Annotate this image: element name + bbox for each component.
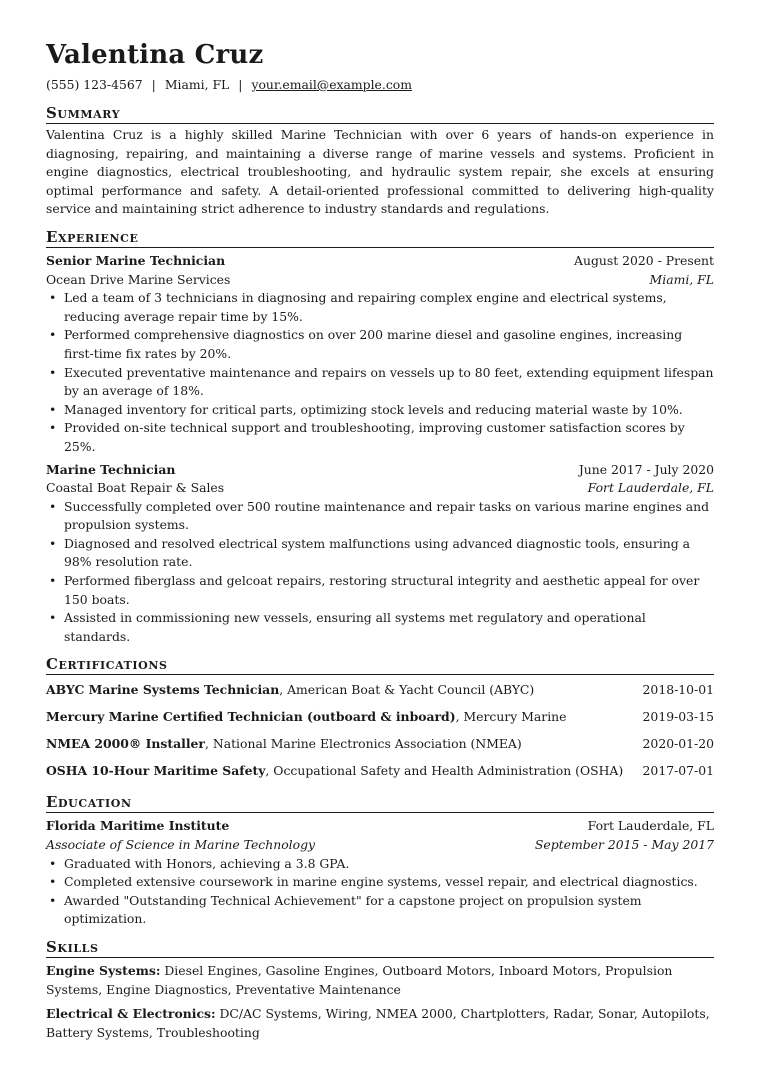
bullet-item: • Provided on-site technical support and troubleshooting, improving customer satisfaction scores by 25%. [64, 419, 714, 456]
job-entry [46, 461, 714, 647]
candidate-name: Valentina Cruz [46, 40, 264, 70]
skill-items: DC/AC Systems, Wiring, NMEA 2000, Chartplotters, Radar, Sonar, Autopilots, Battery Systems, Troubleshooting [46, 1006, 710, 1040]
school-location: Fort Lauderdale, FL [587, 818, 714, 834]
certification-item [46, 757, 714, 784]
bullet-item: • Managed inventory for critical parts, optimizing stock levels and reducing material waste by 10%. [64, 401, 714, 420]
location: Miami, FL [164, 77, 230, 92]
bullet-item: • Assisted in commissioning new vessels, ensuring all systems met regulatory and operational standards. [64, 609, 714, 646]
job-location: Miami, FL [649, 271, 714, 287]
job-title: Senior Marine Technician [46, 252, 226, 268]
skill-category: Engine Systems: [46, 963, 161, 978]
certification-name: ABYC Marine Systems Technician [46, 682, 280, 698]
resume-page [46, 0, 714, 1042]
bullet-item: • Awarded "Outstanding Technical Achievement" for a capstone project on propulsion system optimization. [64, 892, 714, 929]
certification-issuer: , American Boat & Yacht Council (ABYC) [279, 682, 535, 698]
phone: (555) 123-4567 [46, 77, 143, 92]
job-location: Fort Lauderdale, FL [587, 480, 714, 496]
certification-date: 2020-01-20 [642, 736, 714, 752]
school-name: Florida Maritime Institute [46, 818, 230, 834]
certification-date: 2018-10-01 [642, 682, 714, 698]
job-dates: August 2020 - Present [574, 252, 714, 268]
certification-issuer: , Mercury Marine [455, 709, 567, 725]
education-entry [46, 817, 714, 929]
skill-group [46, 1005, 714, 1042]
separator: | [238, 77, 243, 92]
company-name: Coastal Boat Repair & Sales [46, 480, 225, 496]
certification-item [46, 703, 714, 730]
skill-category: Electrical & Electronics: [46, 1006, 216, 1022]
bullet-item: • Performed comprehensive diagnostics on over 200 marine diesel and gasoline engines, increasing first-time fix rates by 20%. [64, 326, 714, 363]
job-bullets [46, 498, 714, 647]
email-link[interactable]: your.email@example.com [251, 77, 412, 92]
certification-name: OSHA 10-Hour Maritime Safety [46, 763, 266, 779]
education-bullets [46, 855, 714, 929]
certification-list [46, 676, 714, 784]
certification-date: 2017-07-01 [642, 763, 714, 779]
contact-line [46, 75, 714, 95]
section-heading-certifications: Certifications [46, 655, 714, 675]
certification-issuer: , National Marine Electronics Association (NMEA) [204, 736, 522, 752]
skill-group [46, 962, 714, 999]
job-bullets [46, 289, 714, 456]
education-dates: September 2015 - May 2017 [534, 837, 714, 853]
job-title: Marine Technician [46, 461, 176, 477]
skill-items: Diesel Engines, Gasoline Engines, Outboard Motors, Inboard Motors, Propulsion Systems, Engine Diagnostics, Preventative Maintenance [46, 963, 673, 997]
bullet-item: • Successfully completed over 500 routine maintenance and repair tasks on various marine engines and propulsion systems. [64, 498, 714, 535]
bullet-item: • Graduated with Honors, achieving a 3.8 GPA. [64, 855, 714, 874]
separator: | [151, 77, 156, 92]
certification-item [46, 676, 714, 703]
bullet-item: • Led a team of 3 technicians in diagnosing and repairing complex engine and electrical systems, reducing average repair time by 15%. [64, 289, 714, 326]
certification-name: Mercury Marine Certified Technician (outboard & inboard) [46, 709, 456, 725]
section-heading-experience: Experience [46, 228, 714, 248]
company-name: Ocean Drive Marine Services [46, 271, 231, 287]
bullet-item: • Executed preventative maintenance and repairs on vessels up to 80 feet, extending equipment lifespan by an average of 18%. [64, 364, 714, 401]
bullet-item: • Performed fiberglass and gelcoat repairs, restoring structural integrity and aesthetic appeal for over 150 boats. [64, 572, 714, 609]
certification-name: NMEA 2000® Installer [46, 736, 205, 752]
summary-text: Valentina Cruz is a highly skilled Marine Technician with over 6 years of hands-on experience in diagnosing, repairing, and maintaining a diverse range of marine vessels and systems. Proficient in engine diagnostics, electrical troubleshooting, and hydraulic system repair, she excels at ensuring optimal performance and safety. A detail-oriented professional committed to delivering high-quality service and maintaining strict adherence to industry standards and regulations. [46, 127, 714, 217]
certification-item [46, 730, 714, 757]
certification-date: 2019-03-15 [642, 709, 714, 725]
certification-issuer: , Occupational Safety and Health Administration (OSHA) [265, 763, 624, 779]
section-heading-education: Education [46, 793, 714, 813]
bullet-item: • Diagnosed and resolved electrical system malfunctions using advanced diagnostic tools, ensuring a 98% resolution rate. [64, 535, 714, 572]
bullet-item: • Completed extensive coursework in marine engine systems, vessel repair, and electrical diagnostics. [64, 873, 714, 892]
degree: Associate of Science in Marine Technology [46, 837, 316, 853]
section-heading-summary: Summary [46, 104, 714, 124]
section-heading-skills: Skills [46, 938, 714, 958]
job-dates: June 2017 - July 2020 [578, 461, 714, 477]
job-entry [46, 252, 714, 457]
